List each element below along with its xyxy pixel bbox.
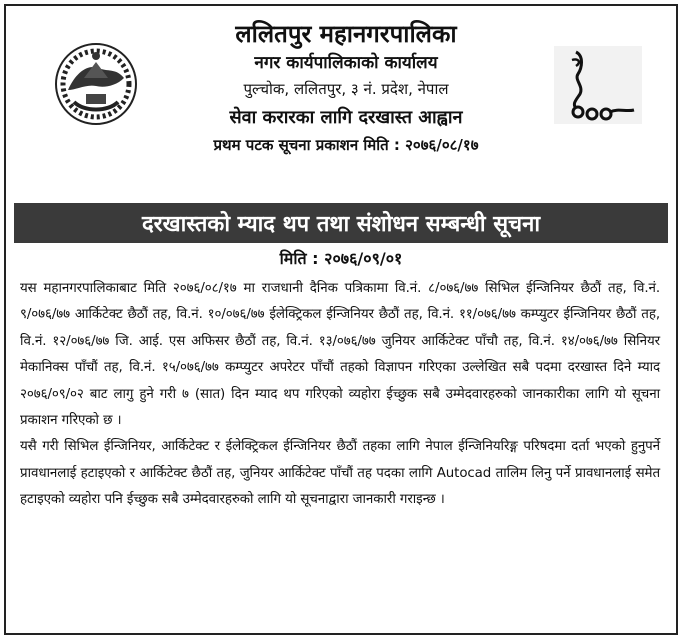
office-name: नगर कार्यपालिकाको कार्यालय <box>254 53 438 73</box>
nepal-emblem-icon <box>54 42 138 126</box>
notice-body <box>20 276 660 514</box>
notice-header <box>6 6 676 198</box>
notice-title: सेवा करारका लागि दरखास्त आह्वान <box>229 107 463 128</box>
first-publication-date: प्रथम पटक सूचना प्रकाशन मिति : २०७६/०८/१७ <box>213 136 479 154</box>
notice-frame <box>4 4 678 635</box>
notice-paragraph-1: यस महानगरपालिकाबाट मिति २०७६/०८/१७ मा राजधानी दैनिक पत्रिकामा वि.नं. ८/०७६/७७ सिभिल ईन्जिनियर छैठौं तह, वि.नं. ९/०७६/७७ आर्किटेक्ट छैठौं तह, वि.नं. १०/०७६/७७ ईलेक्ट्रिकल ईन्जिनियर छैठौं तह, वि.नं. ११/०७६/७७ कम्प्युटर ईन्जिनियर छैठौं तह, वि.नं. १२/०७६/७७ जि. आई. एस अफिसर छैठौं तह, वि.नं. १३/०७६/७७ जुनियर आर्किटेक्ट पाँचौ तह, वि.नं. १४/०७६/७७ सिनियर मेकानिक्स पाँचौं तह, वि.नं. १५/०७६/७७ कम्प्युटर अपरेटर पाँचौं तहको विज्ञापन गरिएका उल्लेखित सबै पदमा दरखास्त दिने म्याद २०७६/०९/०२ बाट लागु हुने गरी ७ (सात) दिन म्याद थप गरिएको व्यहोरा ईच्छुक सबै उम्मेदवारहरुको जानकारीका लागि यो सूचना प्रकाशन गरिएको छ । <box>20 281 660 429</box>
notice-paragraph-2: यसै गरी सिभिल ईन्जिनियर, आर्किटेक्ट र ईलेक्ट्रिकल ईन्जिनियर छैठौं तहका लागि नेपाल ईन्जिनियरिङ्ग परिषदमा दर्ता भएको हुनुपर्ने प्रावधानलाई हटाइएको र आर्किटेक्ट छैठौं तह, जुनियर आर्किटेक्ट पाँचौं तह पदका लागि Autocad तालिम लिनु पर्ने प्रावधानलाई समेत हटाइएको व्यहोरा पनि ईच्छुक सबै उम्मेदवारहरुको लागि यो सूचनाद्वारा जानकारी गराइन्छ । <box>20 439 660 508</box>
notice-date: मिति : २०७६/०९/०१ <box>279 249 403 268</box>
org-name: ललितपुर महानगरपालिका <box>235 20 457 48</box>
municipality-logo-icon <box>554 46 642 124</box>
header-text-block <box>156 18 536 158</box>
office-address: पुल्चोक, ललितपुर, ३ नं. प्रदेश, नेपाल <box>243 80 449 98</box>
notice-heading-banner: दरखास्तको म्याद थप तथा संशोधन सम्बन्धी सूचना <box>14 203 668 243</box>
